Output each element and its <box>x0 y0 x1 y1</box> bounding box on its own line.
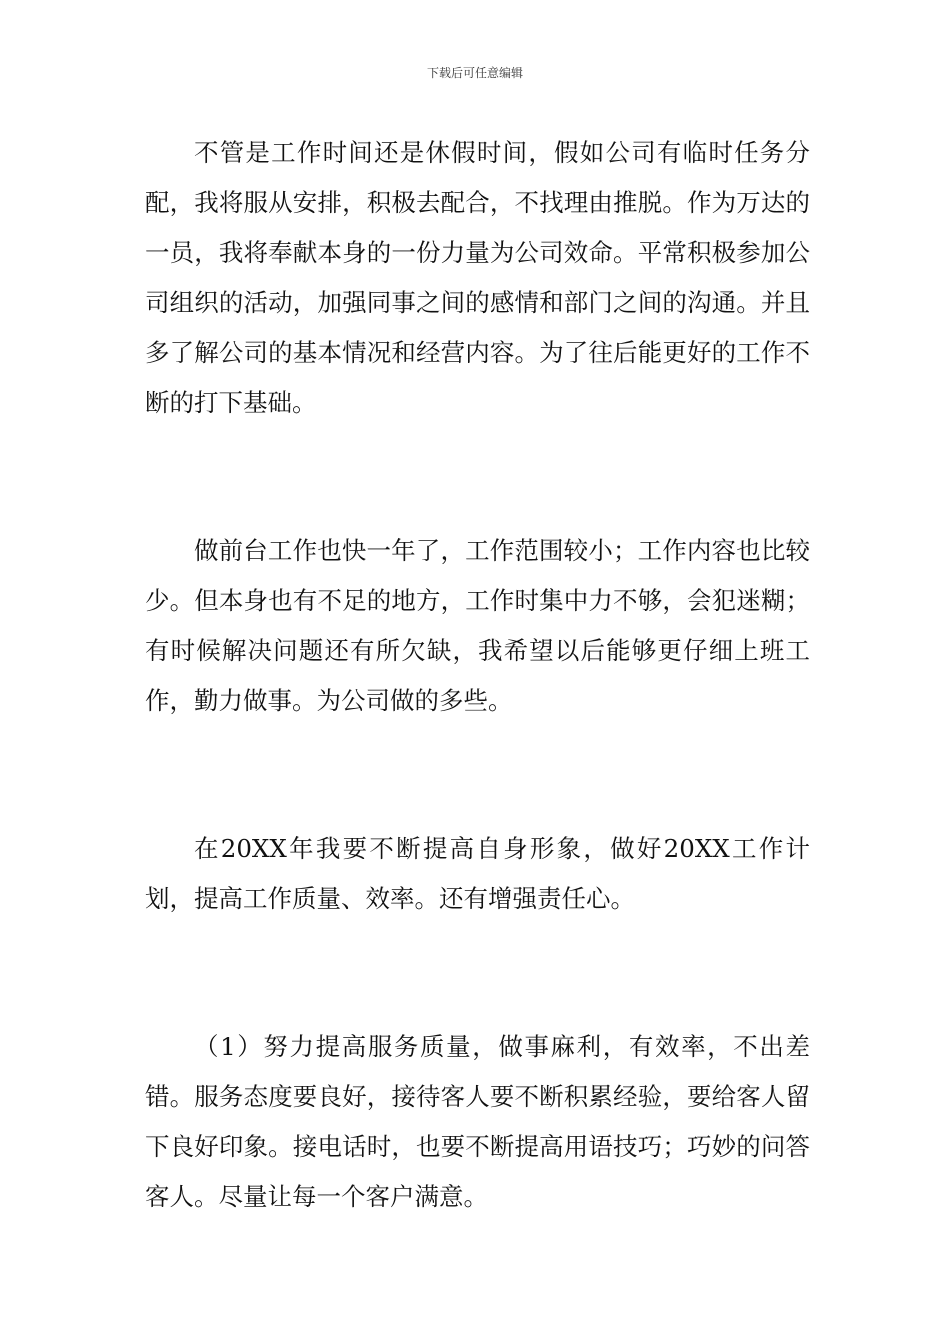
page-header: 下载后可任意编辑 <box>426 66 523 80</box>
document-body <box>145 128 810 1222</box>
paragraph-2: 做前台工作也快一年了，工作范围较小；工作内容也比较少。但本身也有不足的地方，工作时集中力不够，会犯迷糊；有时候解决问题还有所欠缺，我希望以后能够更仔细上班工作，勤力做事。为公司做的多些。 <box>145 536 810 715</box>
paragraph-4: （1）努力提高服务质量，做事麻利，有效率，不出差错。服务态度要良好，接待客人要不断积累经验，要给客人留下良好印象。接电话时，也要不断提高用语技巧；巧妙的问答客人。尽量让每一个客户满意。 <box>145 1032 810 1211</box>
paragraph-3: 在20XX年我要不断提高自身形象，做好20XX工作计划，提高工作质量、效率。还有增强责任心。 <box>145 834 810 913</box>
paragraph-1: 不管是工作时间还是休假时间，假如公司有临时任务分配，我将服从安排，积极去配合，不找理由推脱。作为万达的一员，我将奉献本身的一份力量为公司效命。平常积极参加公司组织的活动，加强同事之间的感情和部门之间的沟通。并且多了解公司的基本情况和经营内容。为了往后能更好的工作不断的打下基础。 <box>145 138 810 417</box>
